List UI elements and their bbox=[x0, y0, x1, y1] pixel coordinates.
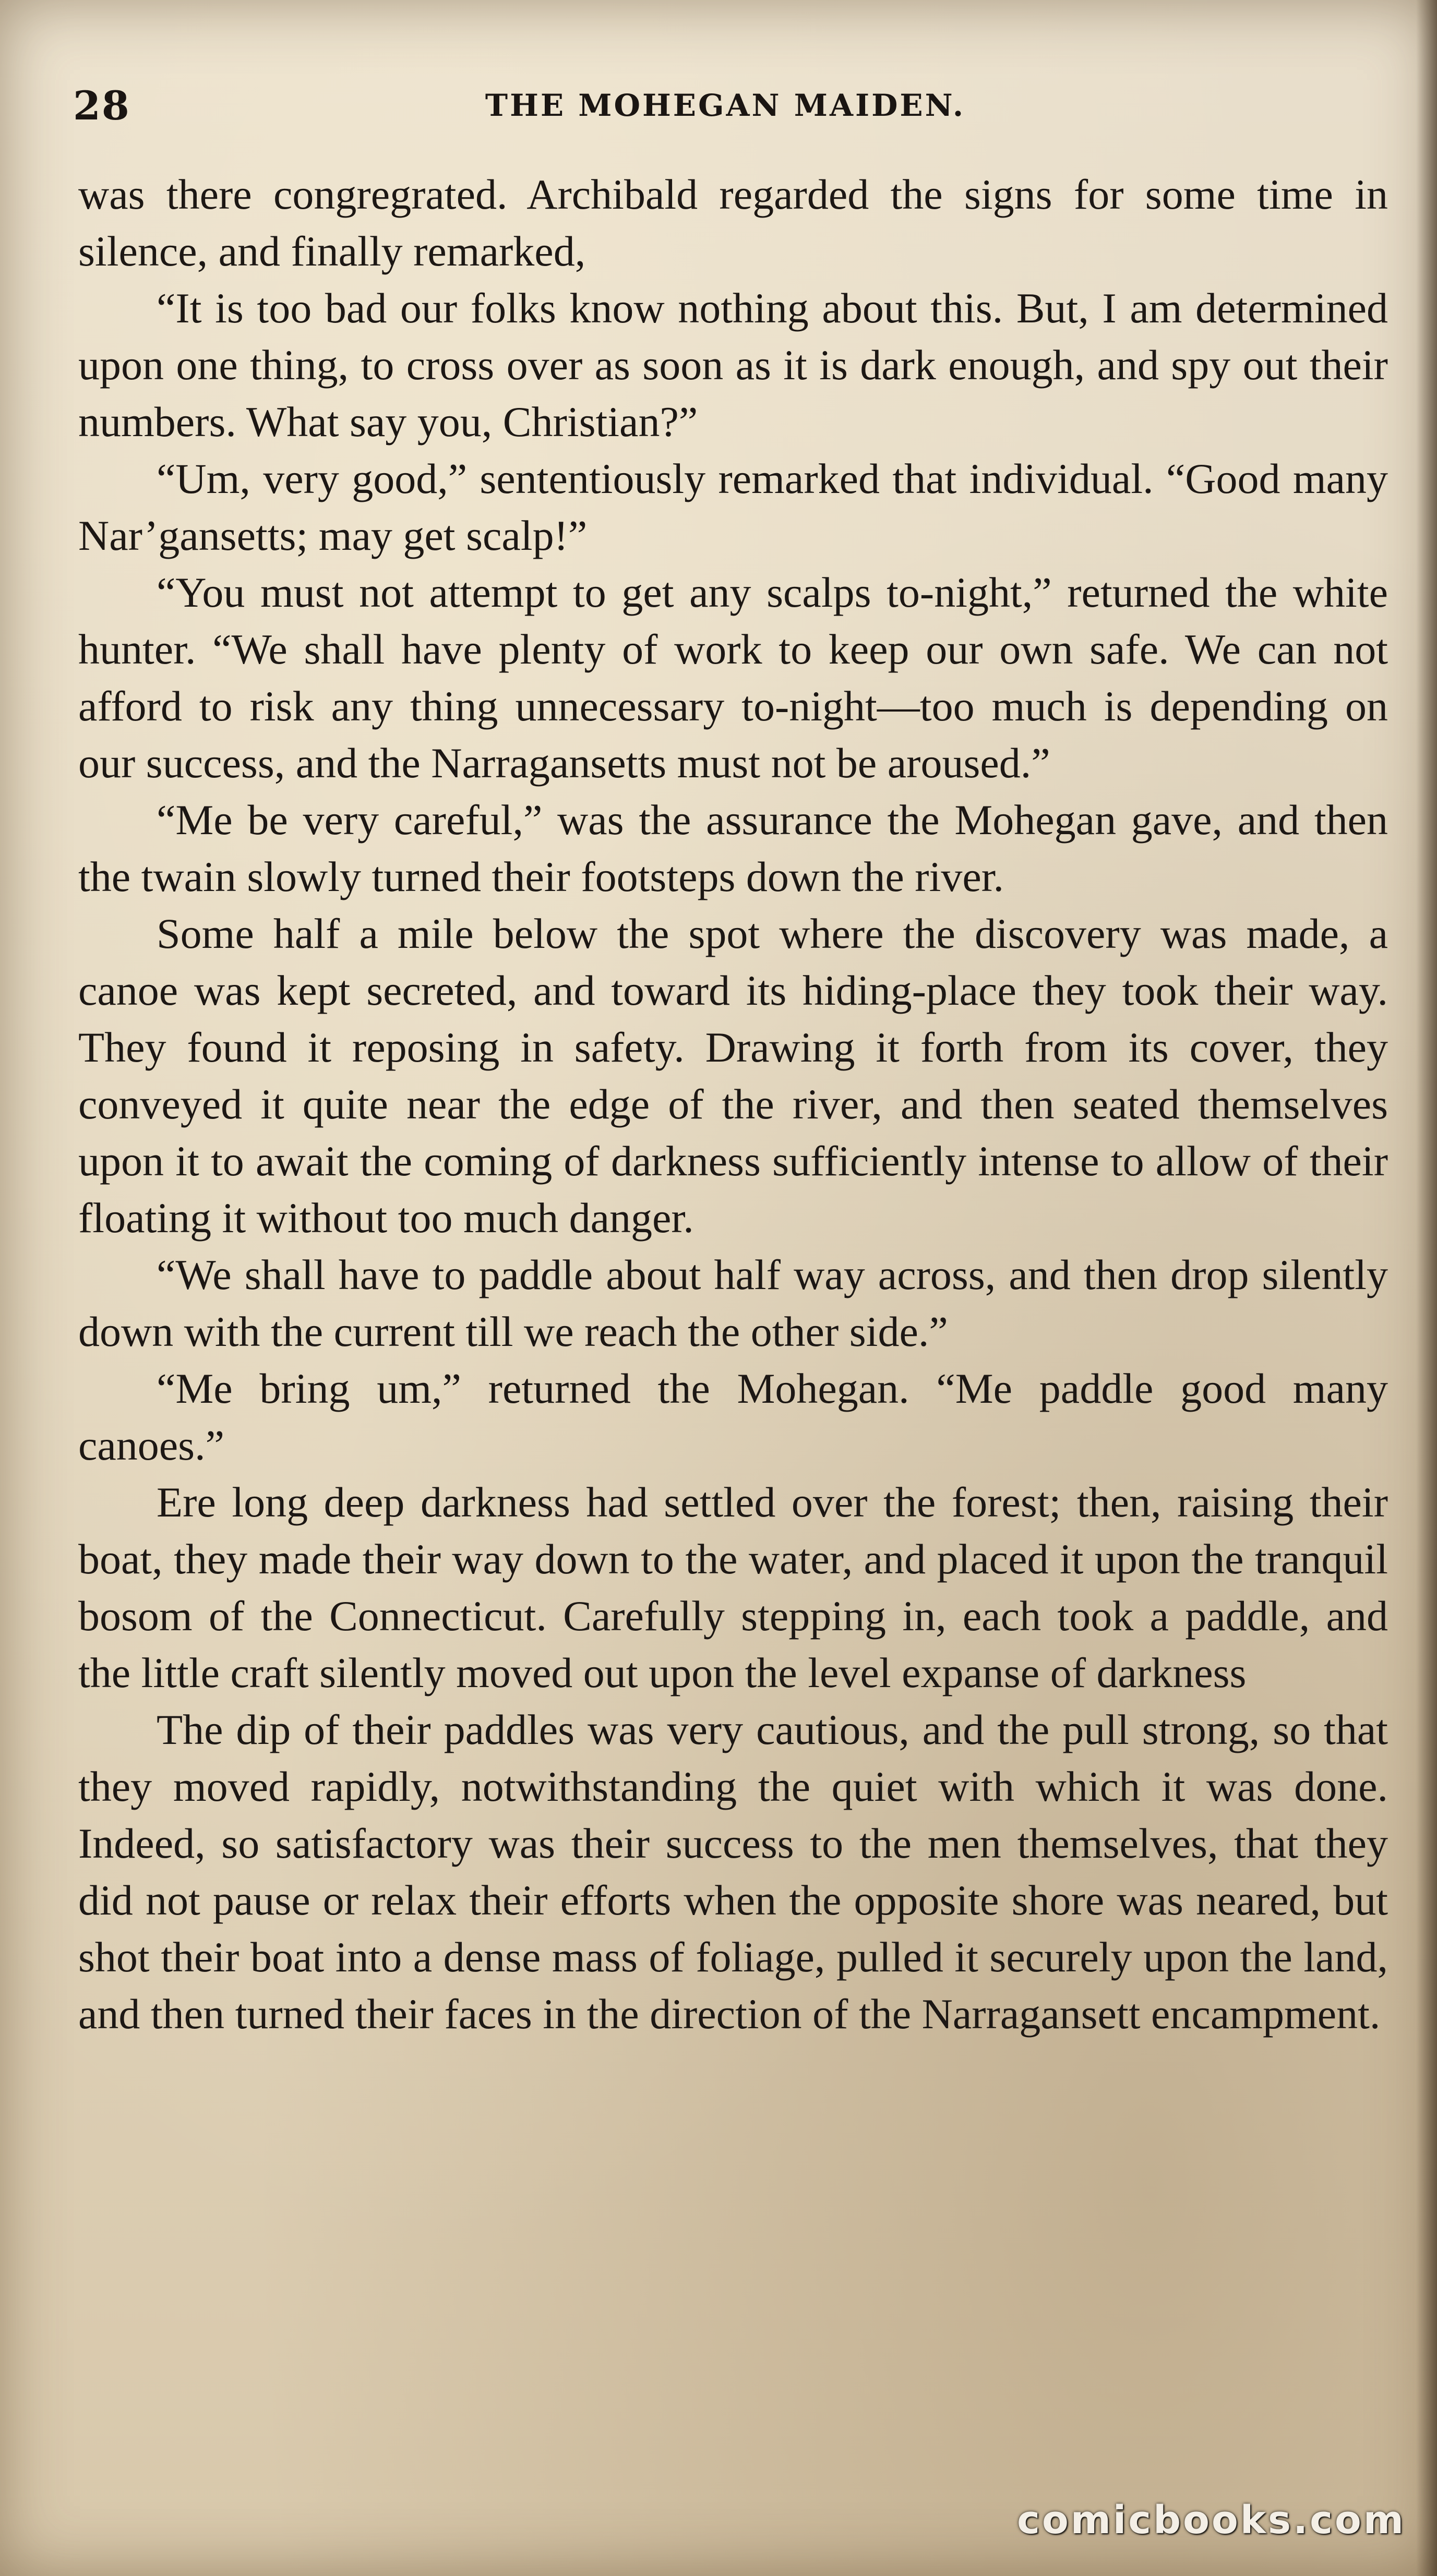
paragraph: Ere long deep darkness had settled over the forest; then, raising their boat, they made their way down to the water, and placed it upon the tranquil bosom of the Connecticut. Carefully stepping in, each took a paddle, and the little craft silently moved out upon the level expanse of darkness bbox=[78, 1478, 1388, 1696]
paragraph: “Me be very careful,” was the assurance the Mohegan gave, and then the twain slowly turned their footsteps down the river. bbox=[78, 796, 1388, 900]
paragraph: “Um, very good,” sententiously remarked that individual. “Good many Nar’gansetts; may get scalp!” bbox=[78, 455, 1388, 559]
paragraph: “We shall have to paddle about half way across, and then drop silently down with the current till we reach the other side.” bbox=[78, 1251, 1388, 1355]
paragraph: was there congregrated. Archibald regarded the signs for some time in silence, and finally remarked, bbox=[78, 171, 1388, 275]
page-edge-shadow bbox=[1416, 0, 1437, 2576]
paragraph: The dip of their paddles was very cautious, and the pull strong, so that they moved rapidly, notwithstanding the quiet with which it was done. Indeed, so satisfactory was their success to the men themselves, that they did not pause or relax their efforts when the opposite shore was neared, but shot their boat into a dense mass of foliage, pulled it securely upon the land, and then turned their faces in the direction of the Narragansett encampment. bbox=[78, 1706, 1388, 2038]
paragraph: “You must not attempt to get any scalps to-night,” returned the white hunter. “We shall have plenty of work to keep our own safe. We can not afford to risk any thing unnecessary to-night—too much is depending on our success, and the Narragansetts must not be aroused.” bbox=[78, 569, 1388, 787]
body-text bbox=[78, 166, 1388, 2042]
watermark: comicbooks.com bbox=[1017, 2498, 1406, 2543]
page-number: 28 bbox=[73, 82, 130, 129]
paragraph: Some half a mile below the spot where the discovery was made, a canoe was kept secreted, and toward its hiding-place they took their way. They found it reposing in safety. Drawing it forth from its cover, they conveyed it quite near the edge of the river, and then seated themselves upon it to await the coming of darkness sufficiently intense to allow of their floating it without too much danger. bbox=[78, 910, 1388, 1242]
paragraph: “Me bring um,” returned the Mohegan. “Me paddle good many canoes.” bbox=[78, 1365, 1388, 1469]
paragraph: “It is too bad our folks know nothing about this. But, I am determined upon one thing, to cross over as soon as it is dark enough, and spy out their numbers. What say you, Christian?” bbox=[78, 284, 1388, 446]
running-title: THE MOHEGAN MAIDEN. bbox=[485, 88, 966, 123]
page-header bbox=[73, 78, 1378, 141]
